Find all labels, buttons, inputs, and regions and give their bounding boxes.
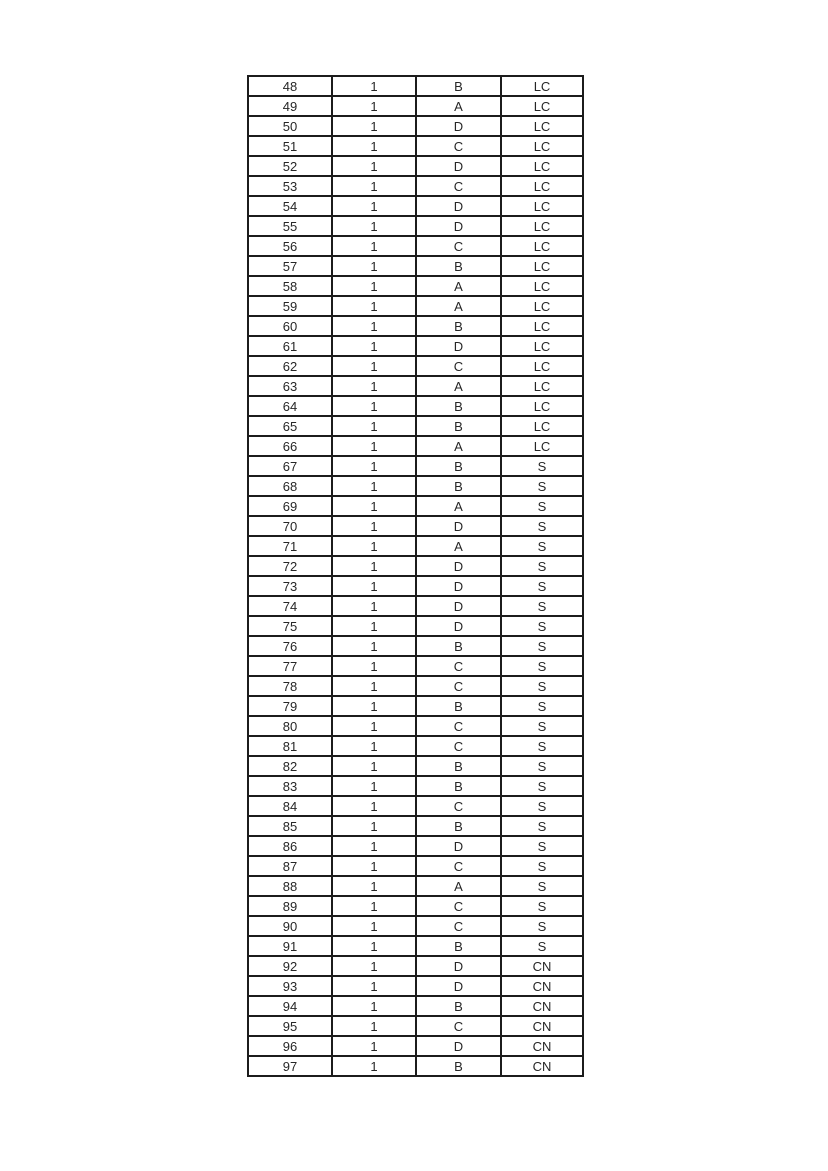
table-row <box>248 996 583 1016</box>
answer-cell: A <box>416 96 501 116</box>
answer-cell: B <box>416 636 501 656</box>
question-number-cell: 70 <box>248 516 332 536</box>
points-cell: 1 <box>332 156 416 176</box>
points-cell: 1 <box>332 616 416 636</box>
section-cell: S <box>501 656 583 676</box>
section-cell: LC <box>501 96 583 116</box>
section-cell: LC <box>501 76 583 96</box>
table-row <box>248 496 583 516</box>
section-cell: S <box>501 576 583 596</box>
points-cell: 1 <box>332 416 416 436</box>
table-row <box>248 476 583 496</box>
answer-cell: D <box>416 336 501 356</box>
table-row <box>248 196 583 216</box>
table-row <box>248 276 583 296</box>
question-number-cell: 77 <box>248 656 332 676</box>
question-number-cell: 95 <box>248 1016 332 1036</box>
question-number-cell: 51 <box>248 136 332 156</box>
table-row <box>248 536 583 556</box>
question-number-cell: 80 <box>248 716 332 736</box>
points-cell: 1 <box>332 396 416 416</box>
table-row <box>248 716 583 736</box>
section-cell: S <box>501 916 583 936</box>
answer-cell: C <box>416 1016 501 1036</box>
answer-cell: D <box>416 556 501 576</box>
answer-cell: C <box>416 676 501 696</box>
answer-cell: D <box>416 116 501 136</box>
question-number-cell: 82 <box>248 756 332 776</box>
answer-cell: B <box>416 456 501 476</box>
section-cell: CN <box>501 1036 583 1056</box>
section-cell: LC <box>501 416 583 436</box>
question-number-cell: 86 <box>248 836 332 856</box>
question-number-cell: 71 <box>248 536 332 556</box>
answer-cell: D <box>416 156 501 176</box>
table-row <box>248 116 583 136</box>
answer-cell: C <box>416 896 501 916</box>
table-row <box>248 656 583 676</box>
table-row <box>248 936 583 956</box>
table-row <box>248 676 583 696</box>
answer-cell: B <box>416 696 501 716</box>
answer-cell: A <box>416 536 501 556</box>
points-cell: 1 <box>332 216 416 236</box>
question-number-cell: 96 <box>248 1036 332 1056</box>
points-cell: 1 <box>332 836 416 856</box>
question-number-cell: 84 <box>248 796 332 816</box>
answer-cell: D <box>416 956 501 976</box>
question-number-cell: 59 <box>248 296 332 316</box>
question-number-cell: 60 <box>248 316 332 336</box>
table-row <box>248 176 583 196</box>
table-row <box>248 76 583 96</box>
points-cell: 1 <box>332 496 416 516</box>
points-cell: 1 <box>332 796 416 816</box>
table-row <box>248 756 583 776</box>
table-row <box>248 796 583 816</box>
question-number-cell: 64 <box>248 396 332 416</box>
section-cell: S <box>501 776 583 796</box>
question-number-cell: 61 <box>248 336 332 356</box>
points-cell: 1 <box>332 456 416 476</box>
table-row <box>248 836 583 856</box>
question-number-cell: 74 <box>248 596 332 616</box>
points-cell: 1 <box>332 276 416 296</box>
section-cell: CN <box>501 996 583 1016</box>
points-cell: 1 <box>332 1056 416 1076</box>
section-cell: LC <box>501 276 583 296</box>
points-cell: 1 <box>332 976 416 996</box>
answer-cell: C <box>416 916 501 936</box>
points-cell: 1 <box>332 696 416 716</box>
section-cell: LC <box>501 216 583 236</box>
answer-cell: C <box>416 796 501 816</box>
points-cell: 1 <box>332 436 416 456</box>
question-number-cell: 87 <box>248 856 332 876</box>
points-cell: 1 <box>332 896 416 916</box>
table-row <box>248 956 583 976</box>
table-row <box>248 336 583 356</box>
points-cell: 1 <box>332 856 416 876</box>
question-number-cell: 56 <box>248 236 332 256</box>
table-row <box>248 376 583 396</box>
question-number-cell: 66 <box>248 436 332 456</box>
section-cell: S <box>501 676 583 696</box>
question-number-cell: 93 <box>248 976 332 996</box>
answer-cell: A <box>416 376 501 396</box>
question-number-cell: 94 <box>248 996 332 1016</box>
section-cell: S <box>501 736 583 756</box>
section-cell: CN <box>501 956 583 976</box>
section-cell: CN <box>501 1056 583 1076</box>
answer-cell: C <box>416 136 501 156</box>
points-cell: 1 <box>332 636 416 656</box>
answer-cell: D <box>416 196 501 216</box>
points-cell: 1 <box>332 76 416 96</box>
points-cell: 1 <box>332 536 416 556</box>
table-row <box>248 776 583 796</box>
section-cell: S <box>501 556 583 576</box>
answer-cell: B <box>416 1056 501 1076</box>
points-cell: 1 <box>332 556 416 576</box>
section-cell: LC <box>501 156 583 176</box>
question-number-cell: 58 <box>248 276 332 296</box>
answer-key-table <box>247 75 584 1077</box>
points-cell: 1 <box>332 476 416 496</box>
points-cell: 1 <box>332 236 416 256</box>
points-cell: 1 <box>332 996 416 1016</box>
table-row <box>248 216 583 236</box>
points-cell: 1 <box>332 116 416 136</box>
points-cell: 1 <box>332 576 416 596</box>
answer-cell: A <box>416 296 501 316</box>
answer-cell: B <box>416 756 501 776</box>
question-number-cell: 92 <box>248 956 332 976</box>
points-cell: 1 <box>332 376 416 396</box>
answer-cell: D <box>416 1036 501 1056</box>
answer-cell: B <box>416 416 501 436</box>
question-number-cell: 88 <box>248 876 332 896</box>
section-cell: S <box>501 856 583 876</box>
section-cell: LC <box>501 396 583 416</box>
table-row <box>248 516 583 536</box>
section-cell: S <box>501 836 583 856</box>
table-row <box>248 856 583 876</box>
table-row <box>248 1016 583 1036</box>
answer-cell: C <box>416 356 501 376</box>
section-cell: LC <box>501 196 583 216</box>
answer-cell: D <box>416 596 501 616</box>
answer-cell: B <box>416 816 501 836</box>
points-cell: 1 <box>332 956 416 976</box>
question-number-cell: 65 <box>248 416 332 436</box>
points-cell: 1 <box>332 816 416 836</box>
table-row <box>248 576 583 596</box>
section-cell: S <box>501 496 583 516</box>
table-row <box>248 916 583 936</box>
section-cell: S <box>501 456 583 476</box>
section-cell: S <box>501 636 583 656</box>
table-row <box>248 696 583 716</box>
question-number-cell: 73 <box>248 576 332 596</box>
answer-cell: C <box>416 856 501 876</box>
table-row <box>248 636 583 656</box>
question-number-cell: 67 <box>248 456 332 476</box>
table-row <box>248 256 583 276</box>
table-row <box>248 976 583 996</box>
points-cell: 1 <box>332 136 416 156</box>
answer-cell: D <box>416 616 501 636</box>
answer-cell: C <box>416 736 501 756</box>
section-cell: LC <box>501 436 583 456</box>
section-cell: CN <box>501 976 583 996</box>
question-number-cell: 63 <box>248 376 332 396</box>
points-cell: 1 <box>332 316 416 336</box>
question-number-cell: 68 <box>248 476 332 496</box>
points-cell: 1 <box>332 656 416 676</box>
points-cell: 1 <box>332 336 416 356</box>
answer-cell: B <box>416 776 501 796</box>
table-row <box>248 456 583 476</box>
section-cell: CN <box>501 1016 583 1036</box>
table-row <box>248 556 583 576</box>
table-row <box>248 736 583 756</box>
answer-cell: C <box>416 176 501 196</box>
answer-cell: D <box>416 576 501 596</box>
points-cell: 1 <box>332 96 416 116</box>
answer-cell: B <box>416 996 501 1016</box>
section-cell: LC <box>501 256 583 276</box>
table-row <box>248 1056 583 1076</box>
question-number-cell: 89 <box>248 896 332 916</box>
section-cell: S <box>501 896 583 916</box>
answer-cell: D <box>416 976 501 996</box>
table-row <box>248 876 583 896</box>
section-cell: S <box>501 936 583 956</box>
table-row <box>248 236 583 256</box>
question-number-cell: 97 <box>248 1056 332 1076</box>
question-number-cell: 72 <box>248 556 332 576</box>
points-cell: 1 <box>332 716 416 736</box>
points-cell: 1 <box>332 356 416 376</box>
points-cell: 1 <box>332 256 416 276</box>
question-number-cell: 52 <box>248 156 332 176</box>
points-cell: 1 <box>332 876 416 896</box>
section-cell: LC <box>501 296 583 316</box>
table-row <box>248 96 583 116</box>
section-cell: LC <box>501 116 583 136</box>
question-number-cell: 85 <box>248 816 332 836</box>
section-cell: S <box>501 796 583 816</box>
section-cell: LC <box>501 236 583 256</box>
section-cell: LC <box>501 356 583 376</box>
points-cell: 1 <box>332 176 416 196</box>
section-cell: S <box>501 476 583 496</box>
section-cell: S <box>501 716 583 736</box>
points-cell: 1 <box>332 756 416 776</box>
question-number-cell: 48 <box>248 76 332 96</box>
question-number-cell: 90 <box>248 916 332 936</box>
answer-cell: B <box>416 396 501 416</box>
answer-cell: C <box>416 716 501 736</box>
points-cell: 1 <box>332 516 416 536</box>
table-row <box>248 596 583 616</box>
answer-cell: C <box>416 656 501 676</box>
section-cell: S <box>501 616 583 636</box>
question-number-cell: 91 <box>248 936 332 956</box>
question-number-cell: 53 <box>248 176 332 196</box>
answer-cell: B <box>416 256 501 276</box>
section-cell: LC <box>501 136 583 156</box>
points-cell: 1 <box>332 936 416 956</box>
question-number-cell: 81 <box>248 736 332 756</box>
answer-table-body <box>248 76 583 1076</box>
table-row <box>248 616 583 636</box>
section-cell: LC <box>501 176 583 196</box>
question-number-cell: 50 <box>248 116 332 136</box>
table-row <box>248 136 583 156</box>
section-cell: LC <box>501 316 583 336</box>
table-row <box>248 416 583 436</box>
section-cell: S <box>501 756 583 776</box>
question-number-cell: 83 <box>248 776 332 796</box>
points-cell: 1 <box>332 676 416 696</box>
question-number-cell: 62 <box>248 356 332 376</box>
table-row <box>248 396 583 416</box>
table-row <box>248 436 583 456</box>
answer-cell: B <box>416 936 501 956</box>
points-cell: 1 <box>332 736 416 756</box>
question-number-cell: 78 <box>248 676 332 696</box>
points-cell: 1 <box>332 596 416 616</box>
question-number-cell: 57 <box>248 256 332 276</box>
question-number-cell: 76 <box>248 636 332 656</box>
table-row <box>248 816 583 836</box>
question-number-cell: 55 <box>248 216 332 236</box>
points-cell: 1 <box>332 1036 416 1056</box>
answer-cell: D <box>416 216 501 236</box>
answer-cell: B <box>416 476 501 496</box>
answer-cell: B <box>416 76 501 96</box>
points-cell: 1 <box>332 776 416 796</box>
table-row <box>248 316 583 336</box>
answer-cell: C <box>416 236 501 256</box>
points-cell: 1 <box>332 296 416 316</box>
table-row <box>248 356 583 376</box>
question-number-cell: 75 <box>248 616 332 636</box>
table-row <box>248 1036 583 1056</box>
section-cell: S <box>501 596 583 616</box>
section-cell: S <box>501 816 583 836</box>
points-cell: 1 <box>332 196 416 216</box>
answer-cell: A <box>416 876 501 896</box>
answer-cell: A <box>416 496 501 516</box>
table-row <box>248 296 583 316</box>
section-cell: LC <box>501 376 583 396</box>
points-cell: 1 <box>332 1016 416 1036</box>
section-cell: S <box>501 876 583 896</box>
question-number-cell: 79 <box>248 696 332 716</box>
answer-cell: D <box>416 836 501 856</box>
question-number-cell: 49 <box>248 96 332 116</box>
question-number-cell: 54 <box>248 196 332 216</box>
answer-cell: B <box>416 316 501 336</box>
question-number-cell: 69 <box>248 496 332 516</box>
answer-cell: A <box>416 436 501 456</box>
points-cell: 1 <box>332 916 416 936</box>
section-cell: S <box>501 516 583 536</box>
section-cell: S <box>501 536 583 556</box>
table-row <box>248 156 583 176</box>
answer-cell: A <box>416 276 501 296</box>
answer-cell: D <box>416 516 501 536</box>
table-row <box>248 896 583 916</box>
section-cell: LC <box>501 336 583 356</box>
section-cell: S <box>501 696 583 716</box>
